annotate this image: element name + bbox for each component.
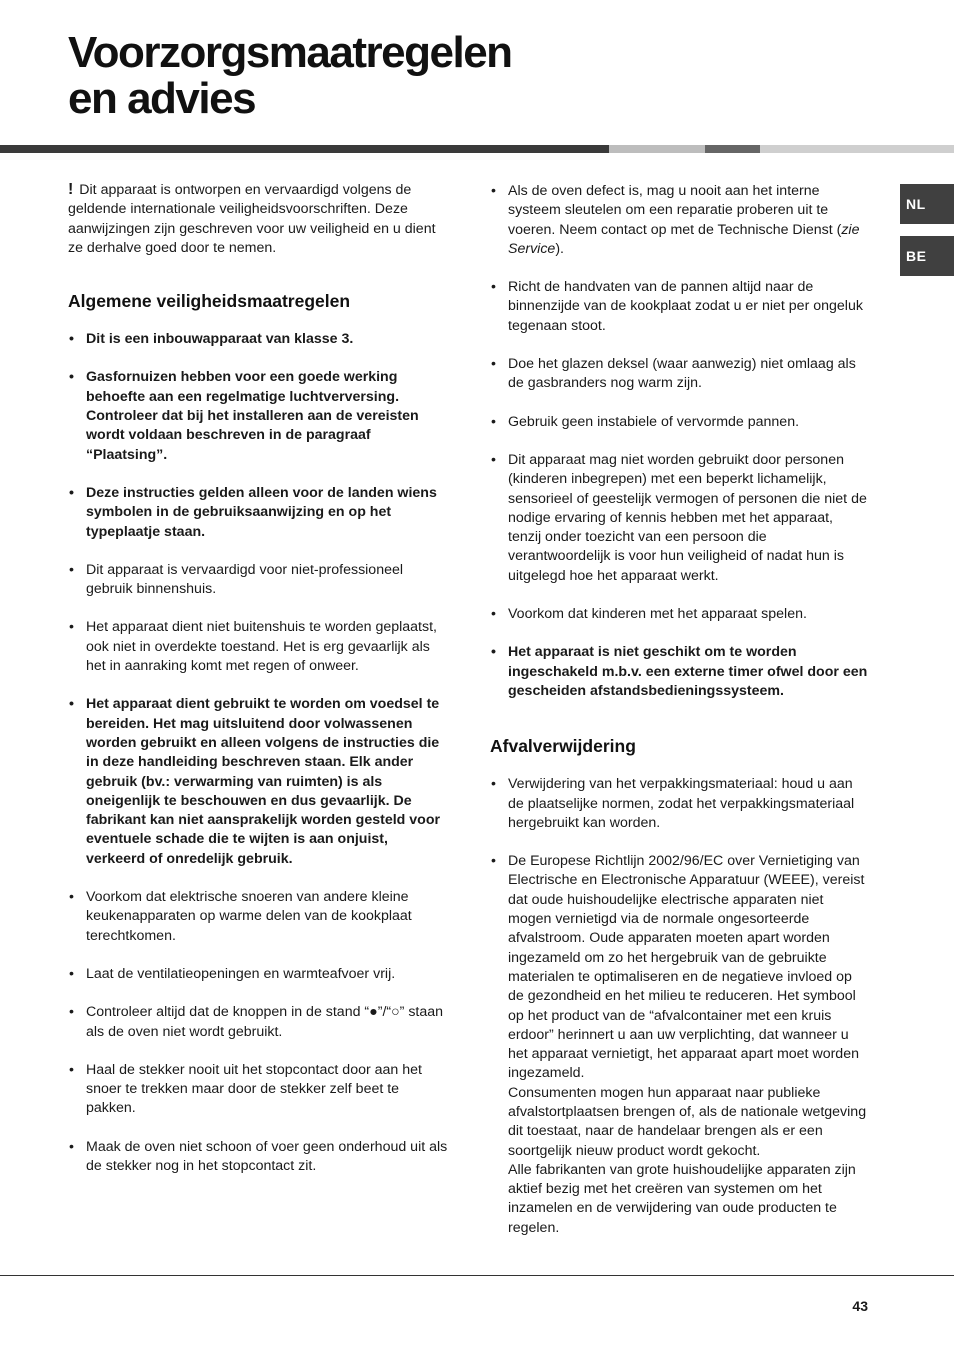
footer-rule xyxy=(0,1275,954,1276)
page-number: 43 xyxy=(852,1298,868,1314)
right-column xyxy=(490,182,870,1257)
list-item: • Het apparaat is niet geschikt om te worden ingeschakeld m.b.v. een externe timer ofwel door een gescheiden afstandsbedieningssysteem. xyxy=(490,643,870,701)
intro-text: Dit apparaat is ontworpen en vervaardigd volgens de geldende internationale veiligheidsvoorschriften. Deze aanwijzingen zijn geschreven voor uw veiligheid en u dient ze derhalve goed door te nemen. xyxy=(68,182,436,256)
intro-paragraph xyxy=(68,180,448,258)
weee-paragraph: De Europese Richtlijn 2002/96/EC over Vernietiging van Electrische en Electronische Apparatuur (WEEE), vereist dat oude huishoudelijke electrische apparaten niet mogen vernietigd via de normale ongesorteerde afvalstroom. Oude apparaten moeten apart worden ingezameld om zo het hergebruik van de gebruikte materialen te optimaliseren en de negatieve invloed op de gezondheid en het milieu te reduceren. Het symbool op het product van de “afvalcontainer met een kruis erdoor” herinnert u aan uw verplichting, dat wanneer u het apparaat vernietigt, het apparaat apart moet worden ingezameld. xyxy=(508,853,865,1082)
list-item: • Richt de handvaten van de pannen altijd naar de binnenzijde van de kookplaat zodat u er niet per ongeluk tegenaan stoot. xyxy=(490,278,870,336)
header-rule-light xyxy=(609,145,705,153)
list-item xyxy=(490,182,870,259)
list-item: • Dit apparaat mag niet worden gebruikt door personen (kinderen inbegrepen) met een beperkt lichamelijk, sensorieel of geestelijk vermogen of personen die niet de nodige ervaring of kennis hebben met het apparaat, tenzij onder toezicht van een persoon die verantwoordelijk is voor hun veiligheid of nadat hun is uitgelegd hoe het apparaat werkt. xyxy=(490,451,870,586)
list-item: • Dit is een inbouwapparaat van klasse 3. xyxy=(68,330,448,349)
list-item: • Voorkom dat elektrische snoeren van andere kleine keukenapparaten op warme delen van de kookplaat terechtkomen. xyxy=(68,888,448,946)
list-item: • Het apparaat dient gebruikt te worden om voedsel te bereiden. Het mag uitsluitend door volwassenen worden gebruikt en alleen volgens de instructies die in deze handleiding beschreven staan. Elk ander gebruik (bv.: verwarming van ruimten) is als oneigenlijk te beschouwen en dus gevaarlijk. De fabrikant kan niet aansprakelijk worden gesteld voor eventuele schade die te wijten is aan onjuist, verkeerd of onredelijk gebruik. xyxy=(68,695,448,869)
list-item: • Verwijdering van het verpakkingsmateriaal: houd u aan de plaatselijke normen, zodat het verpakkingsmateriaal hergebruikt kan worden. xyxy=(490,775,870,833)
section-heading-disposal: Afvalverwijdering xyxy=(490,736,636,757)
list-item: • Haal de stekker nooit uit het stopcontact door aan het snoer te trekken maar door de stekker zelf beet te pakken. xyxy=(68,1061,448,1119)
header-rule-pale xyxy=(760,145,954,153)
section-heading-safety: Algemene veiligheidsmaatregelen xyxy=(68,291,351,312)
list-item-text: Als de oven defect is, mag u nooit aan het interne systeem sleutelen om een reparatie proberen uit te voeren. Neem contact op met de Technische Dienst ( xyxy=(508,183,842,238)
disposal-list xyxy=(490,775,870,1238)
page-title xyxy=(68,30,512,122)
list-item: • Controleer altijd dat de knoppen in de stand “●”/“○” staan als de oven niet wordt gebruikt. xyxy=(68,1003,448,1042)
warning-mark: ! xyxy=(68,181,74,198)
language-tab-nl[interactable]: NL xyxy=(900,184,954,224)
list-item-text-end: ). xyxy=(555,240,564,257)
list-item: • Deze instructies gelden alleen voor de landen wiens symbolen in de gebruiksaanwijzing en op het typeplaatje staan. xyxy=(68,484,448,542)
header-rule-mid xyxy=(705,145,760,153)
header-rule-dark xyxy=(0,145,609,153)
page-title-line-2: en advies xyxy=(68,74,256,123)
manufacturer-paragraph: Alle fabrikanten van grote huishoudelijke apparaten zijn aktief bezig met het creëren van systemen om het inzamelen en de verwijdering van oude producten te regelen. xyxy=(508,1161,856,1236)
list-item xyxy=(490,852,870,1238)
service-reference: zie Service xyxy=(508,221,860,257)
list-item: • Gasfornuizen hebben voor een goede werking behoefte aan een regelmatige luchtverversing. Controleer dat bij het installeren aan de vereisten wordt voldaan beschreven in de paragraaf “Plaatsing”. xyxy=(68,368,448,464)
language-tab-be[interactable]: BE xyxy=(900,236,954,276)
list-item: • Maak de oven niet schoon of voer geen onderhoud uit als de stekker nog in het stopcontact zit. xyxy=(68,1138,448,1177)
list-item: • Gebruik geen instabiele of vervormde pannen. xyxy=(490,413,870,432)
list-item: • Laat de ventilatieopeningen en warmteafvoer vrij. xyxy=(68,965,448,984)
consumer-paragraph: Consumenten mogen hun apparaat naar publieke afvalstortplaatsen brengen of, als de nationale wetgeving dit toestaat, naar de handelaar brengen als er een soortgelijk nieuw product wordt gekocht. xyxy=(508,1084,867,1159)
safety-list-continued xyxy=(490,182,870,701)
list-item: • Dit apparaat is vervaardigd voor niet-professioneel gebruik binnenshuis. xyxy=(68,561,448,600)
list-item: • Doe het glazen deksel (waar aanwezig) niet omlaag als de gasbranders nog warm zijn. xyxy=(490,355,870,394)
page-title-line-1: Voorzorgsmaatregelen xyxy=(68,28,512,77)
safety-list xyxy=(68,330,448,1176)
list-item: • Voorkom dat kinderen met het apparaat spelen. xyxy=(490,605,870,624)
list-item: • Het apparaat dient niet buitenshuis te worden geplaatst, ook niet in overdekte toestand. Het is erg gevaarlijk als het in aanraking komt met regen of onweer. xyxy=(68,618,448,676)
left-column xyxy=(68,180,448,1195)
